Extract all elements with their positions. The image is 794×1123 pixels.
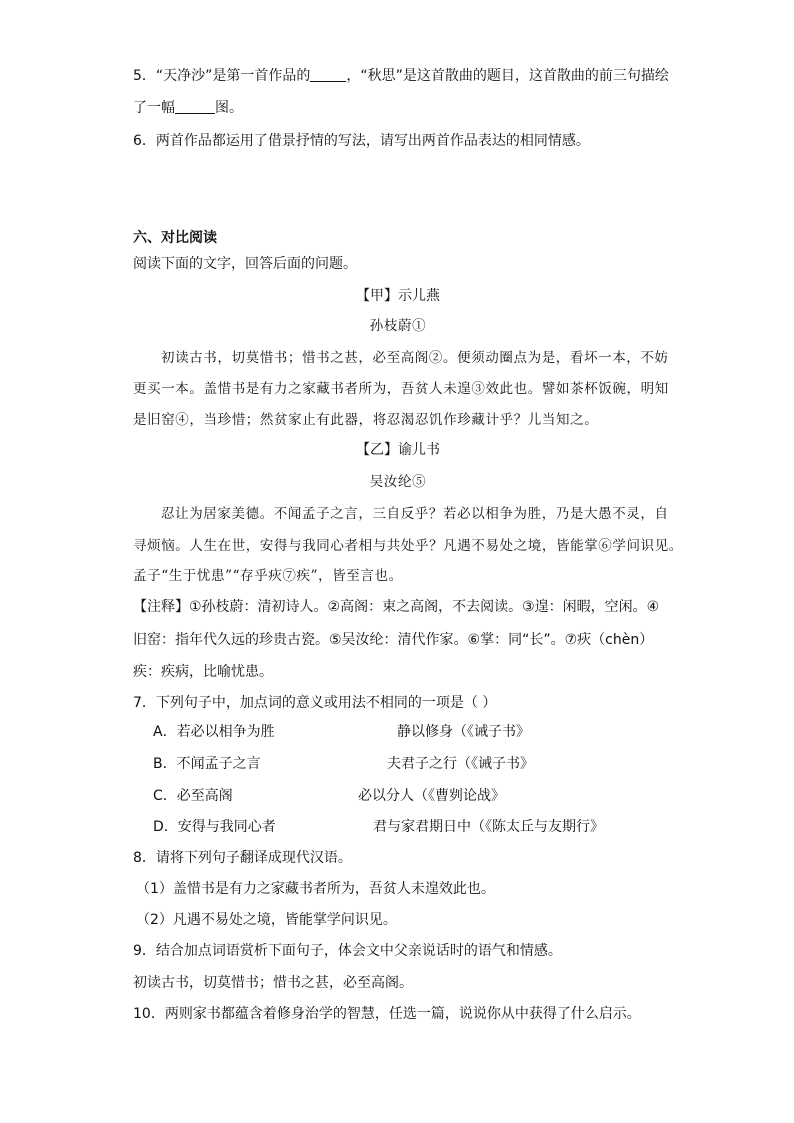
passage-b-line-2: 寻烦恼。人生在世，安得与我同心者相与共处乎？凡遇不易处之境，皆能掌⑥学问识见。 — [133, 538, 683, 554]
q9-sentence: 初读古书，切莫惜书；惜书之甚，必至高阁。 — [133, 975, 413, 991]
question-5-line-1 — [133, 66, 669, 86]
q8-item-2: （2）凡遇不易处之境，皆能掌学问识见。 — [136, 912, 397, 928]
answer-blank-2[interactable] — [175, 99, 215, 114]
q7-option-b-right: 夫君子之行（《诫子书》 — [387, 756, 534, 772]
passage-b-title: 【乙】谕儿书 — [356, 442, 440, 458]
q7-option-b — [153, 754, 663, 774]
passage-a-line-3: 是旧窑④，当珍惜；然贫家止有此器，将忍渴忍饥作珍藏计乎？儿当知之。 — [133, 412, 599, 428]
passage-a-line-1: 初读古书，切莫惜书；惜书之甚，必至高阁②。便须动圈点为是，看坏一本，不妨 — [161, 350, 669, 366]
passage-a-author: 孙枝蔚① — [369, 318, 427, 334]
passage-b-author: 吴汝纶⑤ — [369, 474, 427, 490]
q5-text-d: 图。 — [215, 100, 243, 116]
notes-line-1: 【注释】①孙枝蔚：清初诗人。②高阁：束之高阁，不去阅读。③遑：闲暇，空闲。④ — [133, 599, 660, 615]
section-instruction: 阅读下面的文字，回答后面的问题。 — [133, 256, 357, 272]
q5-text-b: ，“秋思”是这首散曲的题目，这首散曲的前三句描绘 — [346, 68, 669, 84]
q8-item-1: （1）盖惜书是有力之家藏书者所为，吾贫人未遑效此也。 — [136, 881, 495, 897]
question-5-line-2 — [133, 98, 663, 118]
question-6: 6．两首作品都运用了借景抒情的写法，请写出两首作品表达的相同情感。 — [133, 133, 590, 149]
q7-option-a — [153, 722, 663, 742]
q5-text-c: 了一幅 — [133, 100, 175, 116]
passage-a-title: 【甲】示儿燕 — [356, 288, 440, 304]
passage-b-line-3: 孟子“生于忧患”“存乎疢⑦疾”，皆至言也。 — [133, 568, 403, 584]
question-8-stem: 8．请将下列句子翻译成现代汉语。 — [133, 850, 352, 866]
section-heading: 六、对比阅读 — [133, 230, 217, 246]
q7-option-c-left: C．必至高阁 — [153, 788, 233, 804]
q7-option-d-left: D．安得与我同心者 — [153, 819, 276, 835]
q5-text-a: 5．“天净沙”是第一首作品的 — [133, 68, 311, 84]
question-9-stem: 9．结合加点词语赏析下面句子，体会文中父亲说话时的语气和情感。 — [133, 943, 562, 959]
q7-option-c — [153, 786, 663, 806]
passage-b-line-1: 忍让为居家美德。不闻孟子之言，三自反乎？若必以相争为胜，乃是大愚不灵，自 — [161, 506, 669, 522]
notes-line-3: 疾：疾病，比喻忧患。 — [133, 664, 273, 680]
q7-option-a-right: 静以修身（《诫子书》 — [397, 724, 530, 740]
q7-option-c-right: 必以分人（《曹刿论战》 — [358, 788, 505, 804]
answer-blank-1[interactable] — [310, 67, 346, 82]
question-10: 10．两则家书都蕴含着修身治学的智慧，任选一篇，说说你从中获得了什么启示。 — [133, 1006, 641, 1022]
q7-option-b-left: B．不闻孟子之言 — [153, 756, 261, 772]
q7-option-a-left: A．若必以相争为胜 — [153, 724, 275, 740]
q7-option-d-right: 君与家君期日中（《陈太丘与友期行》 — [373, 819, 604, 835]
q7-option-d — [153, 817, 663, 837]
passage-a-line-2: 更买一本。盖惜书是有力之家藏书者所为，吾贫人未遑③效此也。譬如茶杯饭碗，明知 — [133, 381, 669, 397]
question-7-stem: 7．下列句子中，加点词的意义或用法不相同的一项是（ ） — [133, 695, 497, 711]
notes-line-2: 旧窑：指年代久远的珍贵古瓷。⑤吴汝纶：清代作家。⑥掌：同“长”。⑦疢（chèn） — [133, 632, 654, 648]
